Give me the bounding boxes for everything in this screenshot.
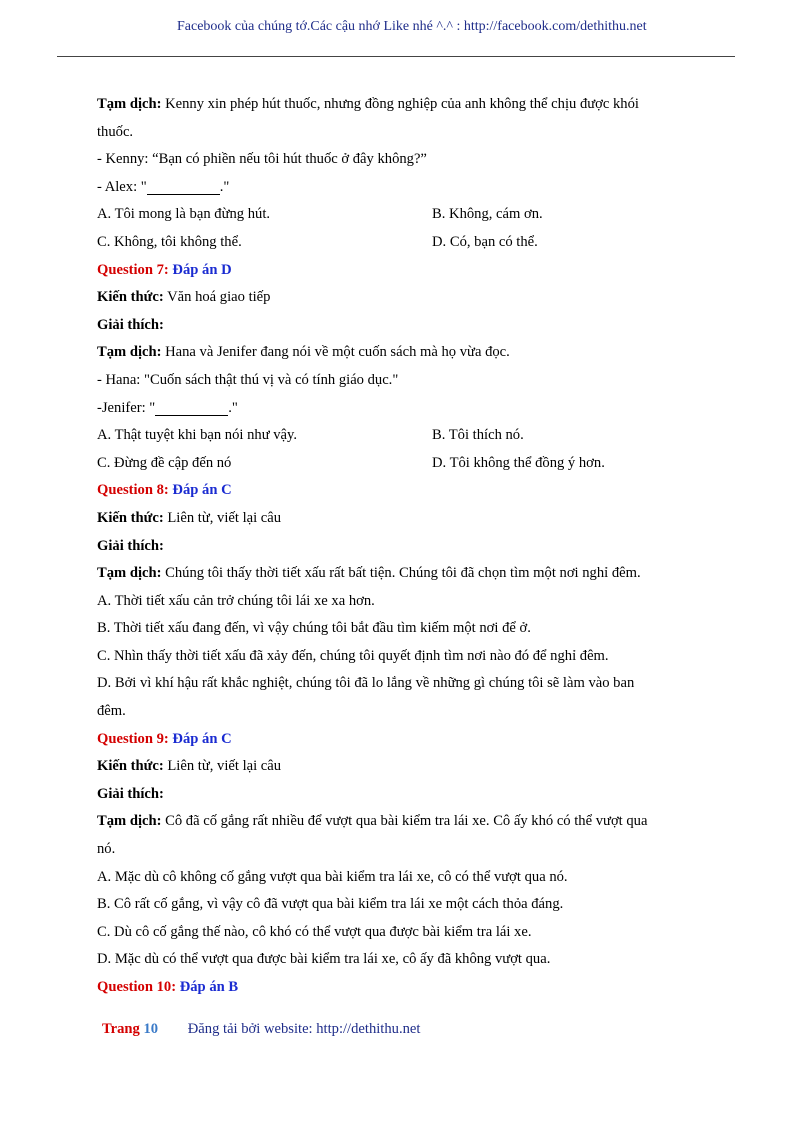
document-body <box>97 91 727 1002</box>
q9-explanation-label: Giải thích: <box>97 785 164 802</box>
option-c: C. Đừng đề cập đến nó <box>97 454 232 471</box>
answer-blank <box>155 401 228 416</box>
q8-knowledge: Kiến thức: Liên từ, viết lại câu <box>97 509 282 526</box>
q6-translation-line1: Tạm dịch: Kenny xin phép hút thuốc, nhưng đồng nghiệp của anh không thể chịu được khói <box>97 96 639 112</box>
q7-options-cd <box>97 450 727 478</box>
q8-explanation-label: Giải thích: <box>97 537 164 554</box>
answer-blank <box>147 180 220 195</box>
option-a: A. Tôi mong là bạn đừng hút. <box>97 206 271 223</box>
q9-heading: Question 9: Đáp án C <box>97 730 232 747</box>
q8-option-c: C. Nhìn thấy thời tiết xấu đã xảy đến, chúng tôi quyết định tìm nơi nào đó để nghỉ đêm. <box>97 647 609 664</box>
q7-hana-line: - Hana: "Cuốn sách thật thú vị và có tính giáo dục." <box>97 371 399 388</box>
q7-options-ab <box>97 422 727 450</box>
option-d: D. Có, bạn có thể. <box>432 233 538 250</box>
option-a: A. Thật tuyệt khi bạn nói như vậy. <box>97 427 298 444</box>
q8-option-a: A. Thời tiết xấu cản trở chúng tôi lái xe xa hơn. <box>97 592 375 609</box>
q8-option-d-line2: đêm. <box>97 703 126 720</box>
q9-option-c: C. Dù cô cố gắng thế nào, cô khó có thể vượt qua được bài kiểm tra lái xe. <box>97 923 532 940</box>
q8-option-b: B. Thời tiết xấu đang đến, vì vậy chúng tôi bắt đầu tìm kiếm một nơi để ở. <box>97 620 531 637</box>
q7-heading: Question 7: Đáp án D <box>97 261 232 278</box>
header-link-text[interactable]: Facebook của chúng tớ.Các cậu nhớ Like nhé ^.^ : http://facebook.com/dethithu.net <box>177 19 647 34</box>
q9-translation-line2: nó. <box>97 841 116 858</box>
footer-site-link[interactable]: Đăng tải bởi website: http://dethithu.net <box>187 1021 421 1037</box>
q9-option-b: B. Cô rất cố gắng, vì vậy cô đã vượt qua bài kiểm tra lái xe một cách thỏa đáng. <box>97 896 564 913</box>
q8-translation: Tạm dịch: Chúng tôi thấy thời tiết xấu rất bất tiện. Chúng tôi đã chọn tìm một nơi nghỉ đêm. <box>97 565 641 582</box>
page-label: Trang <box>102 1021 140 1037</box>
page-number: 10 <box>143 1021 159 1037</box>
q6-options-ab <box>97 201 727 229</box>
q8-option-d-line1: D. Bởi vì khí hậu rất khắc nghiệt, chúng tôi đã lo lắng về những gì chúng tôi sẽ làm vào ban <box>97 675 635 692</box>
q6-kenny-line: - Kenny: “Bạn có phiền nếu tôi hút thuốc ở đây không?” <box>97 151 427 168</box>
q10-heading: Question 10: Đáp án B <box>97 979 239 995</box>
header-divider <box>57 56 735 57</box>
q9-translation-line1: Tạm dịch: Cô đã cố gắng rất nhiều để vượt qua bài kiểm tra lái xe. Cô ấy khó có thể vượt qua <box>97 813 648 830</box>
option-c: C. Không, tôi không thể. <box>97 233 242 250</box>
q9-option-d: D. Mặc dù có thể vượt qua được bài kiểm tra lái xe, cô ấy đã không vượt qua. <box>97 951 551 968</box>
q9-option-a: A. Mặc dù cô không cố gắng vượt qua bài kiểm tra lái xe, cô có thể vượt qua nó. <box>97 868 568 885</box>
q6-alex-line: - Alex: " ." <box>97 178 230 195</box>
q6-translation-line2: thuốc. <box>97 123 134 140</box>
q7-translation: Tạm dịch: Hana và Jenifer đang nói về một cuốn sách mà họ vừa đọc. <box>97 344 510 361</box>
option-d: D. Tôi không thể đồng ý hơn. <box>432 454 605 471</box>
page-footer <box>102 1021 420 1038</box>
q7-explanation-label: Giải thích: <box>97 316 164 333</box>
q9-knowledge: Kiến thức: Liên từ, viết lại câu <box>97 758 282 775</box>
q7-knowledge: Kiến thức: Văn hoá giao tiếp <box>97 289 271 306</box>
q7-jenifer-line: -Jenifer: " ." <box>97 399 238 416</box>
q8-heading: Question 8: Đáp án C <box>97 482 232 499</box>
option-b: B. Tôi thích nó. <box>432 427 524 444</box>
q6-options-cd <box>97 229 727 257</box>
option-b: B. Không, cám ơn. <box>432 206 543 223</box>
